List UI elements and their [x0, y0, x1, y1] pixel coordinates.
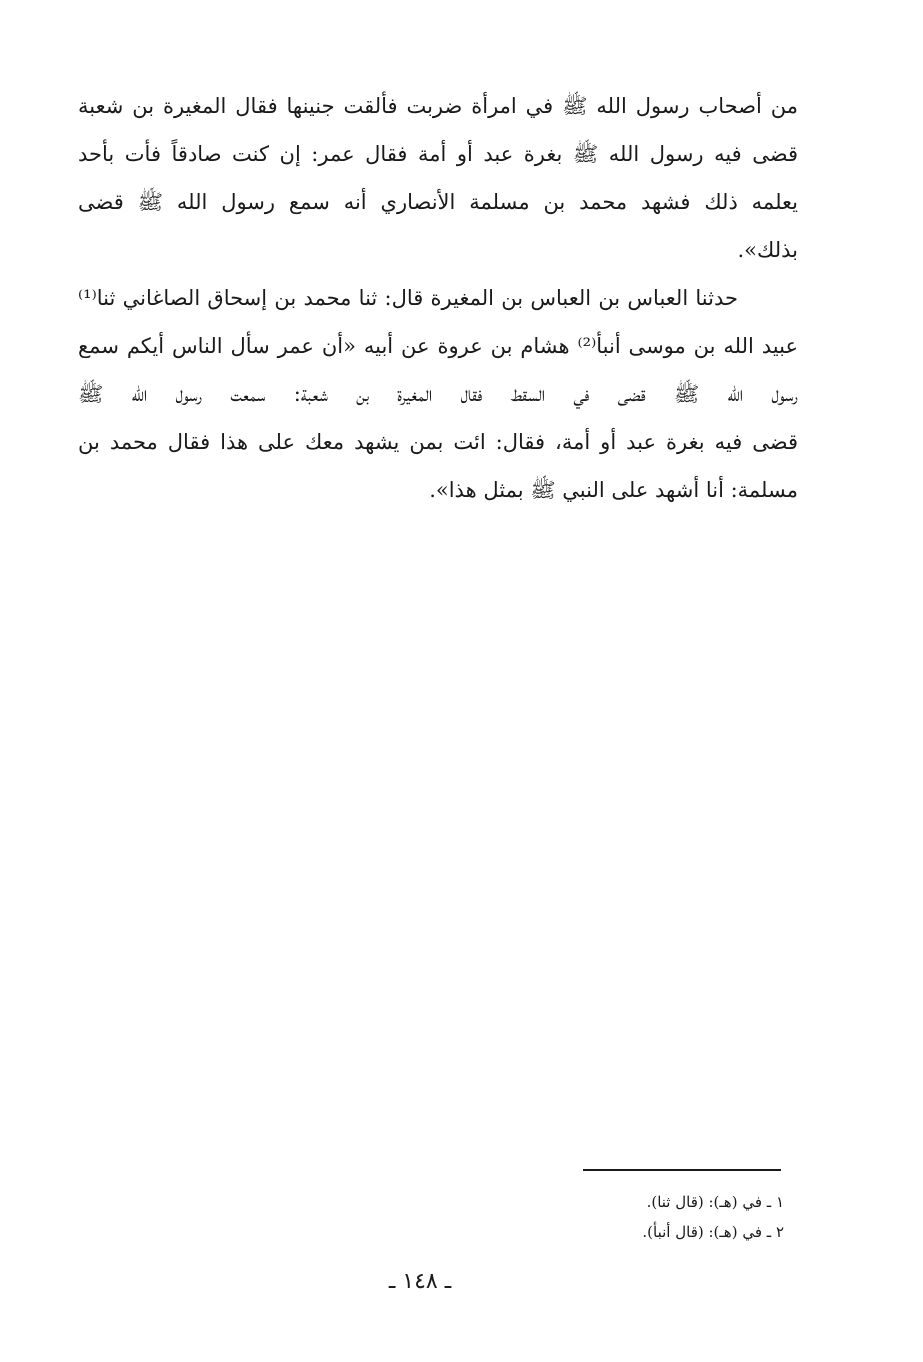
text-line-5: حدثنا العباس بن العباس بن المغيرة قال: ثنا محمد بن إسحاق الصاغاني ثنا⁽¹⁾: [78, 286, 738, 310]
text-line-9: مسلمة: أنا أشهد على النبي ﷺ بمثل هذا».: [429, 478, 798, 502]
footnote-1: ١ ـ في (هـ): (قال ثنا).: [646, 1193, 784, 1211]
page-number: ـ ١٤٨ ـ: [388, 1269, 452, 1294]
text-line-3: يعلمه ذلك فشهد محمد بن مسلمة الأنصاري أنه سمع رسول الله ﷺ قضى: [78, 190, 798, 214]
text-line-7: رسول الله ﷺ قضى في السقط فقال المغيرة بن شعبة: سمعت رسول الله ﷺ: [78, 382, 798, 406]
text-line-2: قضى فيه رسول الله ﷺ بغرة عبد أو أمة فقال عمر: إن كنت صادقاً فأت بأحد: [78, 142, 798, 166]
text-line-4: بذلك».: [737, 238, 798, 262]
text-line-8: قضى فيه بغرة عبد أو أمة، فقال: ائت بمن يشهد معك على هذا فقال محمد بن: [78, 430, 798, 454]
text-line-6: عبيد الله بن موسى أنبأ⁽²⁾ هشام بن عروة عن أبيه «أن عمر سأل الناس أيكم سمع: [78, 334, 798, 358]
footnote-2: ٢ ـ في (هـ): (قال أنبأ).: [642, 1223, 784, 1241]
footnote-divider: [583, 1169, 781, 1171]
text-line-1: من أصحاب رسول الله ﷺ في امرأة ضربت فألقت جنينها فقال المغيرة بن شعبة: [78, 94, 798, 118]
